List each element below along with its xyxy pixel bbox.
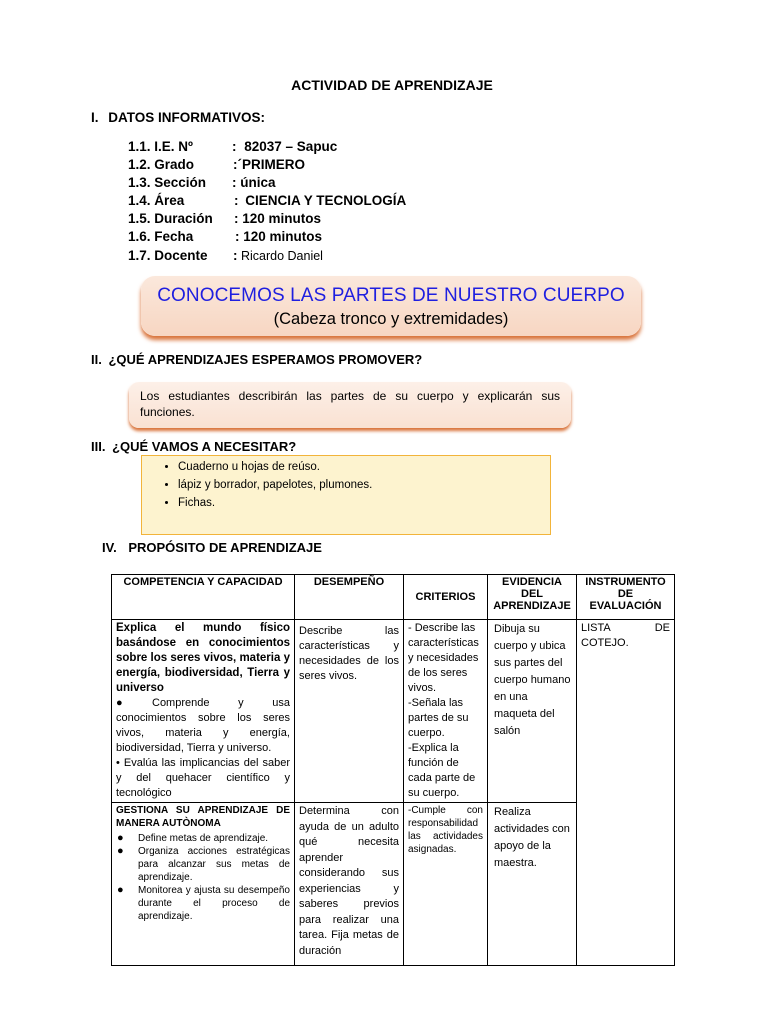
dato-key: 1.2. Grado bbox=[128, 157, 195, 172]
capacidad-item: • Evalúa las implicancias del saber y del quehacer científico y tecnológico bbox=[116, 757, 290, 799]
dato-sep: : bbox=[234, 211, 239, 226]
dato-docente bbox=[128, 248, 323, 263]
header-criterios: CRITERIOS bbox=[404, 575, 488, 620]
dato-value: única bbox=[236, 175, 276, 190]
dato-key: 1.4. Área bbox=[128, 193, 185, 208]
activity-banner bbox=[141, 276, 641, 336]
cell-evidencia: Realiza actividades con apoyo de la maestra. bbox=[488, 803, 577, 966]
dato-key: 1.5. Duración bbox=[128, 211, 213, 226]
header-instrumento: INSTRUMENTO DE EVALUACIÓN bbox=[577, 575, 675, 620]
capacidad-item: ● Organiza acciones estratégicas para alcanzar sus metas de aprendizaje. bbox=[116, 845, 290, 884]
dato-value: PRIMERO bbox=[242, 157, 306, 172]
material-item: • Fichas. bbox=[178, 495, 550, 513]
dato-value: 82037 – Sapuc bbox=[240, 139, 338, 154]
cell-evidencia: Dibuja su cuerpo y ubica sus partes del cuerpo humano en una maqueta del salón bbox=[488, 620, 577, 803]
cell-instrumento: LISTA DE COTEJO. bbox=[577, 620, 675, 966]
dato-sep: : bbox=[232, 175, 237, 190]
banner-title: CONOCEMOS LAS PARTES DE NUESTRO CUERPO bbox=[157, 285, 625, 306]
section-label: ¿QUÉ VAMOS A NECESITAR? bbox=[112, 439, 297, 454]
dato-duracion bbox=[128, 211, 321, 226]
capacidad-text: Evalúa las implicancias del saber y del quehacer científico y tecnológico bbox=[116, 757, 290, 799]
section-label: ¿QUÉ APRENDIZAJES ESPERAMOS PROMOVER? bbox=[108, 352, 423, 367]
cell-competencia bbox=[112, 803, 295, 966]
dato-key: 1.1. I.E. Nº bbox=[128, 139, 193, 154]
dato-key: 1.3. Sección bbox=[128, 175, 207, 190]
section-label: PROPÓSITO DE APRENDIZAJE bbox=[128, 540, 322, 555]
material-item: • Cuaderno u hojas de reúso. bbox=[178, 459, 550, 477]
cell-desempeno: Describe las características y necesidades de los seres vivos. bbox=[295, 620, 404, 803]
dato-fecha bbox=[128, 229, 322, 244]
section-number: II. bbox=[91, 352, 102, 367]
header-evidencia: EVIDENCIA DEL APRENDIZAJE bbox=[488, 575, 577, 620]
dato-value: 120 minutos bbox=[238, 211, 322, 226]
materials-box bbox=[141, 455, 551, 535]
dato-sep: :´ bbox=[233, 157, 242, 172]
dato-sep: : bbox=[235, 229, 240, 244]
section-heading-necesitar bbox=[91, 439, 296, 454]
dato-value: 120 minutos bbox=[239, 229, 323, 244]
competencia-title: Explica el mundo físico basándose en conocimientos sobre los seres vivos, materia y energía, biodiversidad, Tierra y universo bbox=[116, 622, 290, 694]
header-desempeno: DESEMPEÑO bbox=[295, 575, 404, 620]
section-number: III. bbox=[91, 439, 106, 454]
dato-key: 1.6. Fecha bbox=[128, 229, 194, 244]
learning-goal-box: Los estudiantes describirán las partes de su cuerpo y explicarán sus funciones. bbox=[129, 382, 571, 428]
dato-sep: : bbox=[233, 248, 238, 263]
cell-competencia bbox=[112, 620, 295, 803]
dato-area bbox=[128, 193, 406, 208]
section-label: DATOS INFORMATIVOS: bbox=[108, 110, 266, 125]
dato-key: 1.7. Docente bbox=[128, 248, 208, 263]
dato-ie bbox=[128, 139, 337, 154]
table-row bbox=[112, 620, 675, 803]
dato-seccion bbox=[128, 175, 276, 190]
capacidad-item: ● Monitorea y ajusta su desempeño durante el proceso de aprendizaje. bbox=[116, 884, 290, 923]
section-heading-proposito bbox=[102, 540, 322, 555]
dato-value: Ricardo Daniel bbox=[237, 249, 323, 263]
section-number: IV. bbox=[102, 540, 117, 555]
banner-subtitle: (Cabeza tronco y extremidades) bbox=[273, 310, 509, 328]
cell-criterios: -Cumple con responsabilidad las actividades asignadas. bbox=[404, 803, 488, 966]
capacidad-text: Comprende y usa conocimientos sobre los seres vivos, materia y energía, biodiversidad, Tierra y universo. bbox=[116, 697, 290, 754]
purpose-table bbox=[111, 574, 675, 966]
material-item: • lápiz y borrador, papelotes, plumones. bbox=[178, 477, 550, 495]
header-competencia: COMPETENCIA Y CAPACIDAD bbox=[112, 575, 295, 620]
table-header-row bbox=[112, 575, 675, 620]
section-number: I. bbox=[91, 110, 99, 125]
dato-sep: : bbox=[234, 193, 239, 208]
section-heading-aprendizajes bbox=[91, 352, 422, 367]
competencia-title: GESTIONA SU APRENDIZAJE DE MANERA AUTÒNOMA bbox=[116, 805, 290, 829]
section-heading-datos bbox=[91, 110, 265, 125]
page-title: ACTIVIDAD DE APRENDIZAJE bbox=[291, 77, 493, 93]
capacidad-item: ● Define metas de aprendizaje. bbox=[116, 832, 290, 845]
dato-grado bbox=[128, 157, 305, 172]
capacidad-item: ● Comprende y usa conocimientos sobre los seres vivos, materia y energía, biodiversidad, Tierra y universo. bbox=[116, 697, 290, 754]
cell-criterios: - Describe las características y necesidades de los seres vivos. -Señala las partes de su cuerpo. -Explica la función de cada parte de su cuerpo. bbox=[404, 620, 488, 803]
dato-value: CIENCIA Y TECNOLOGÍA bbox=[241, 193, 407, 208]
cell-desempeno: Determina con ayuda de un adulto qué necesita aprender considerando sus experiencias y saberes previos para realizar una tarea. Fija metas de duración bbox=[295, 803, 404, 966]
dato-sep: : bbox=[232, 139, 237, 154]
